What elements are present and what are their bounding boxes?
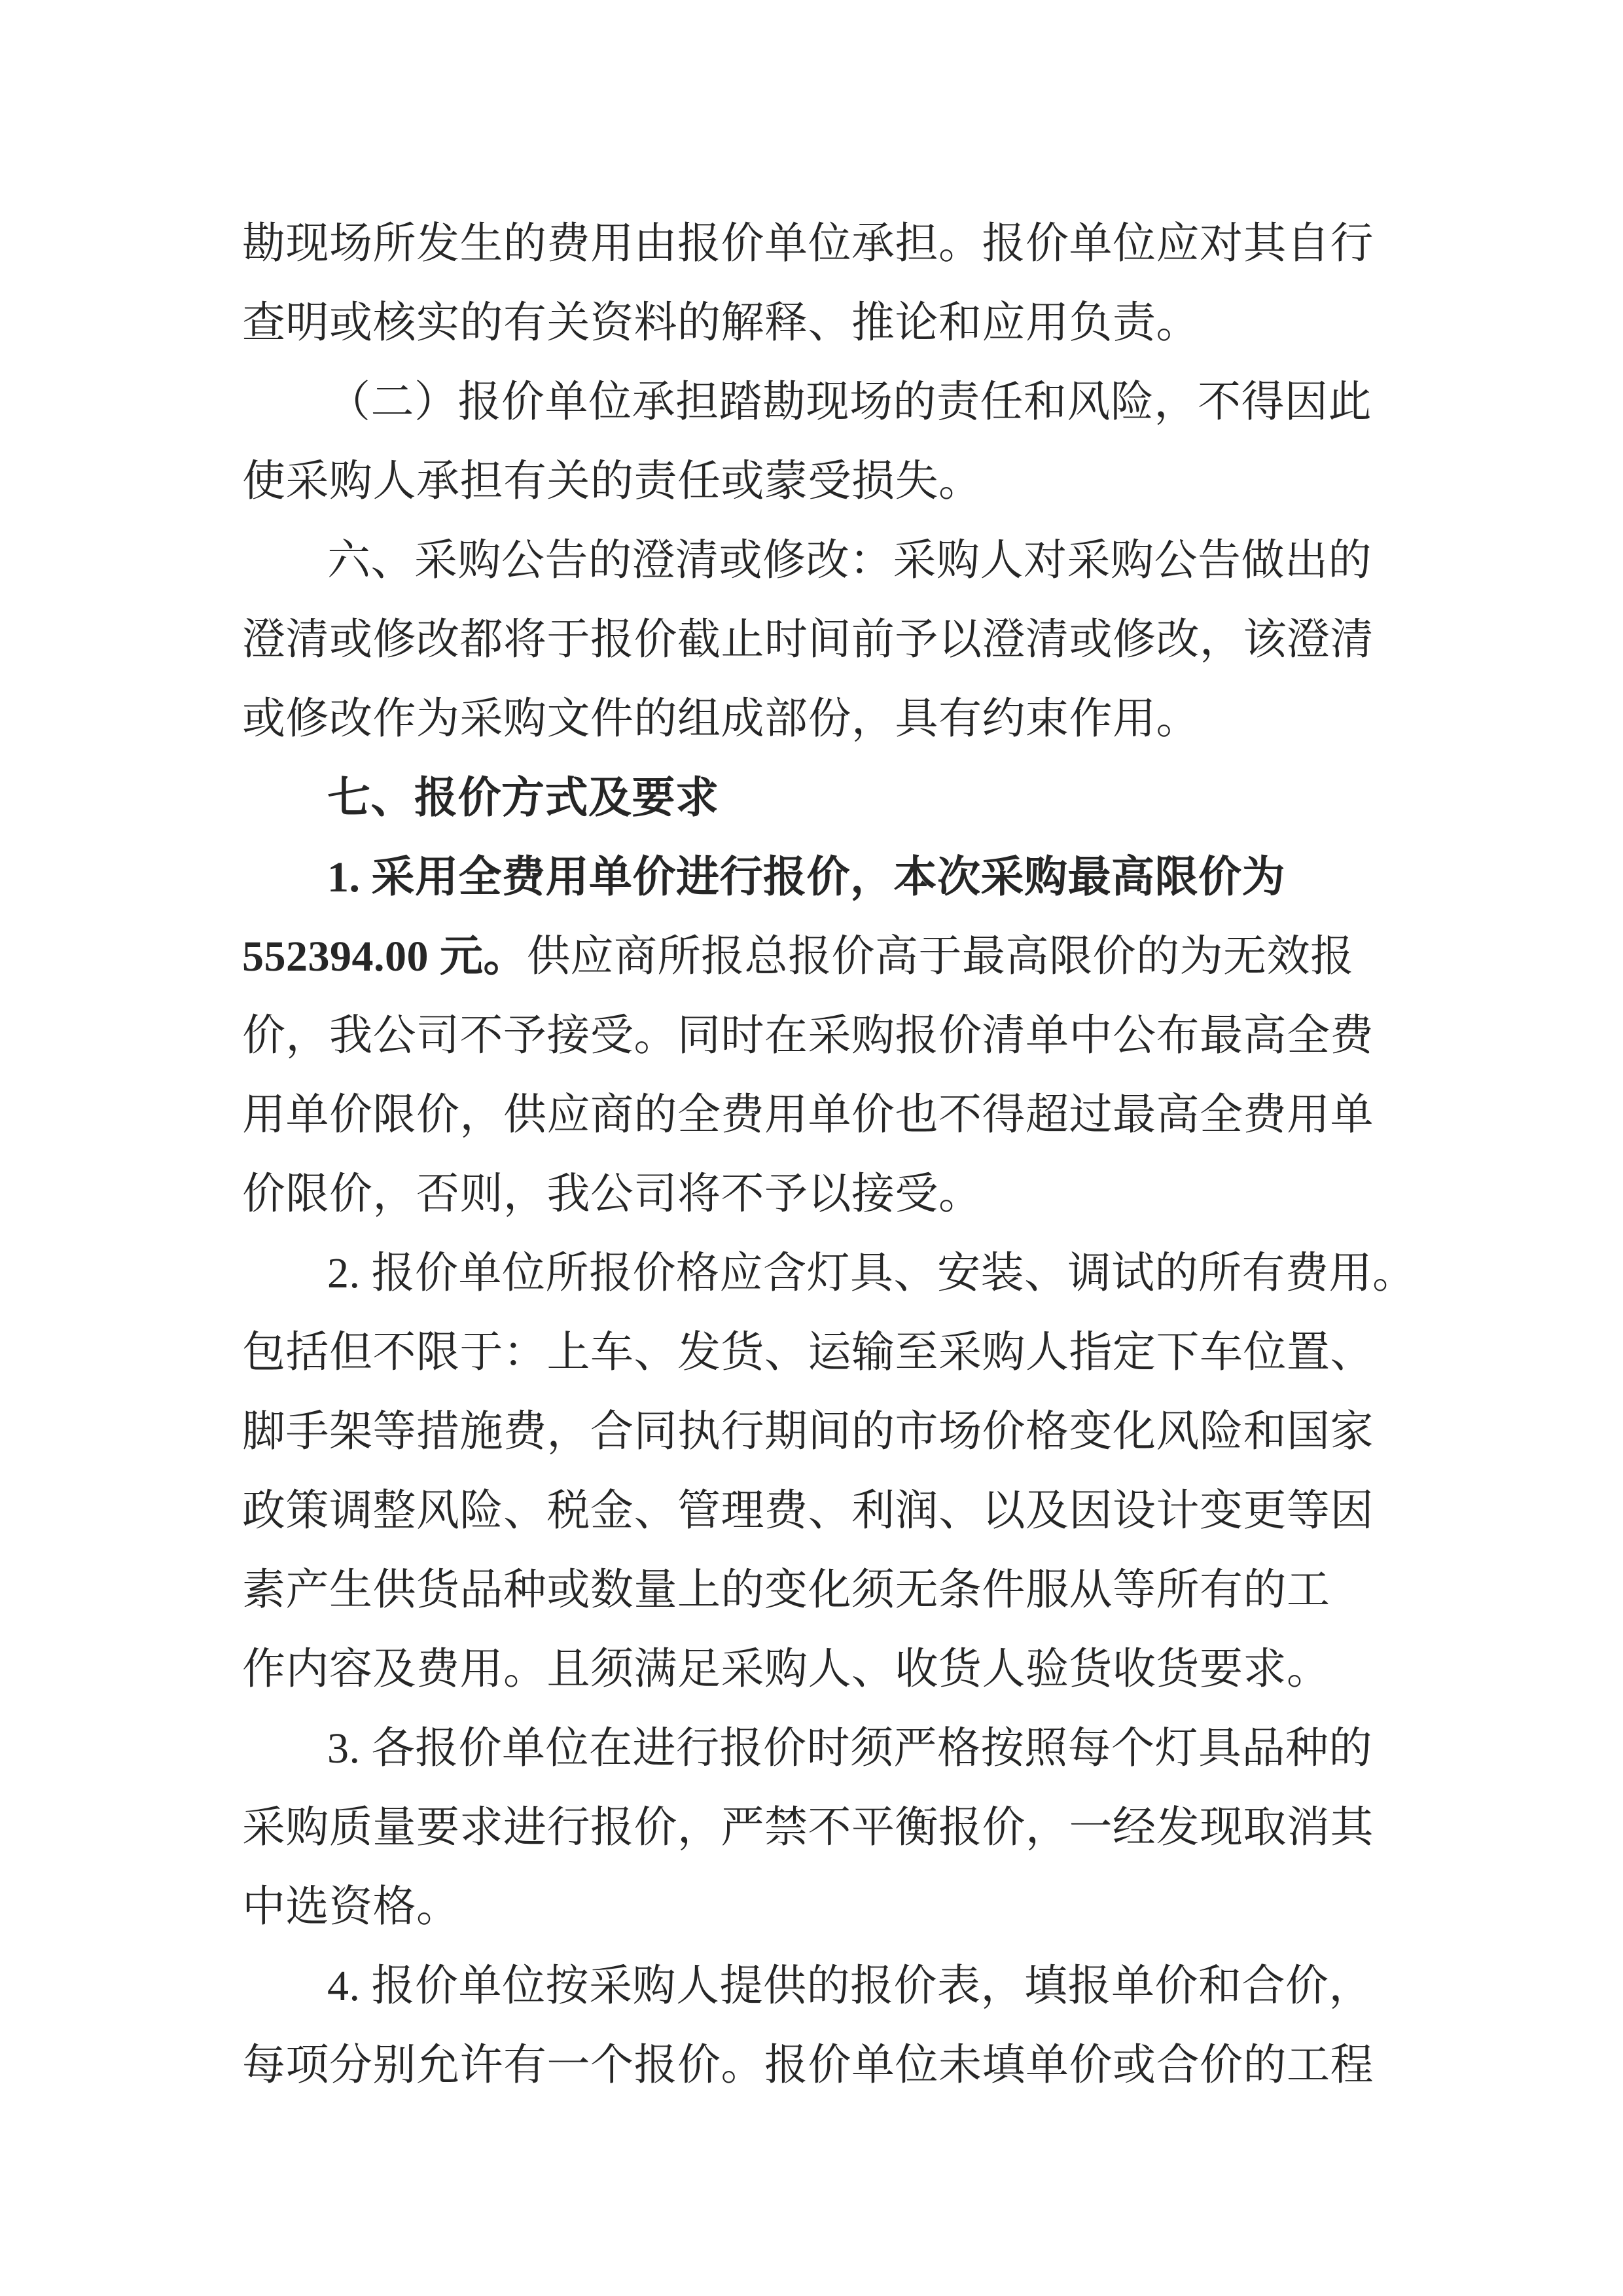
text-line-14	[242, 1234, 1416, 1313]
bold-text-run: 552394.00 元。	[242, 933, 527, 980]
text-run: 或修改作为采购文件的组成部份，具有约束作用。	[242, 695, 1200, 743]
text-line-7	[242, 679, 1381, 759]
text-line-9	[242, 838, 1381, 917]
text-run: 六、采购公告的澄清或修改：采购人对采购公告做出的	[327, 537, 1372, 584]
text-run: 2. 报价单位所报价格应含灯具、安装、调试的所有费用。	[327, 1249, 1416, 1297]
text-run: （二）报价单位承担踏勘现场的责任和风险，不得因此	[327, 378, 1372, 426]
text-run: 政策调整风险、税金、管理费、利润、以及因设计变更等因	[242, 1487, 1374, 1535]
text-line-10	[242, 917, 1381, 996]
text-line-18	[242, 1551, 1381, 1630]
text-run: 勘现场所发生的费用由报价单位承担。报价单位应对其自行	[242, 220, 1374, 268]
text-line-17	[242, 1471, 1381, 1551]
text-run: 价限价，否则，我公司将不予以接受。	[242, 1170, 982, 1218]
text-line-12	[242, 1075, 1381, 1155]
text-line-6	[242, 600, 1381, 679]
text-line-16	[242, 1392, 1381, 1471]
text-line-8	[242, 759, 1381, 838]
text-line-23	[242, 1946, 1381, 2026]
bold-text-run: 七、报价方式及要求	[327, 774, 719, 822]
text-line-24	[242, 2026, 1381, 2105]
document-body	[242, 204, 1416, 2105]
text-run: 澄清或修改都将于报价截止时间前予以澄清或修改，该澄清	[242, 616, 1374, 664]
text-line-3	[242, 363, 1381, 442]
text-run: 中选资格。	[242, 1883, 460, 1931]
text-line-15	[242, 1313, 1381, 1392]
text-line-5	[242, 521, 1381, 600]
text-line-22	[242, 1867, 1381, 1946]
text-run: 用单价限价，供应商的全费用单价也不得超过最高全费用单	[242, 1091, 1374, 1139]
text-line-21	[242, 1788, 1381, 1867]
text-line-19	[242, 1630, 1381, 1709]
bold-text-run: 1. 采用全费用单价进行报价，本次采购最高限价为	[327, 853, 1285, 901]
text-run: 使采购人承担有关的责任或蒙受损失。	[242, 457, 982, 505]
text-line-13	[242, 1155, 1381, 1234]
text-run: 作内容及费用。且须满足采购人、收货人验货收货要求。	[242, 1645, 1330, 1693]
text-run: 脚手架等措施费，合同执行期间的市场价格变化风险和国家	[242, 1408, 1374, 1456]
text-run: 查明或核实的有关资料的解释、推论和应用负责。	[242, 299, 1200, 347]
text-run: 素产生供货品种或数量上的变化须无条件服从等所有的工	[242, 1566, 1330, 1614]
text-run: 采购质量要求进行报价，严禁不平衡报价，一经发现取消其	[242, 1804, 1374, 1852]
text-line-20	[242, 1709, 1381, 1788]
text-line-4	[242, 442, 1381, 521]
text-run: 包括但不限于：上车、发货、运输至采购人指定下车位置、	[242, 1329, 1374, 1376]
text-run: 价，我公司不予接受。同时在采购报价清单中公布最高全费	[242, 1012, 1374, 1060]
text-run: 每项分别允许有一个报价。报价单位未填单价或合价的工程	[242, 2041, 1374, 2089]
text-line-1	[242, 204, 1381, 283]
text-run: 3. 各报价单位在进行报价时须严格按照每个灯具品种的	[327, 1725, 1372, 1772]
text-run: 4. 报价单位按采购人提供的报价表，填报单价和合价，	[327, 1962, 1372, 2010]
text-run: 供应商所报总报价高于最高限价的为无效报	[527, 933, 1354, 980]
text-line-11	[242, 996, 1381, 1075]
text-line-2	[242, 283, 1381, 363]
